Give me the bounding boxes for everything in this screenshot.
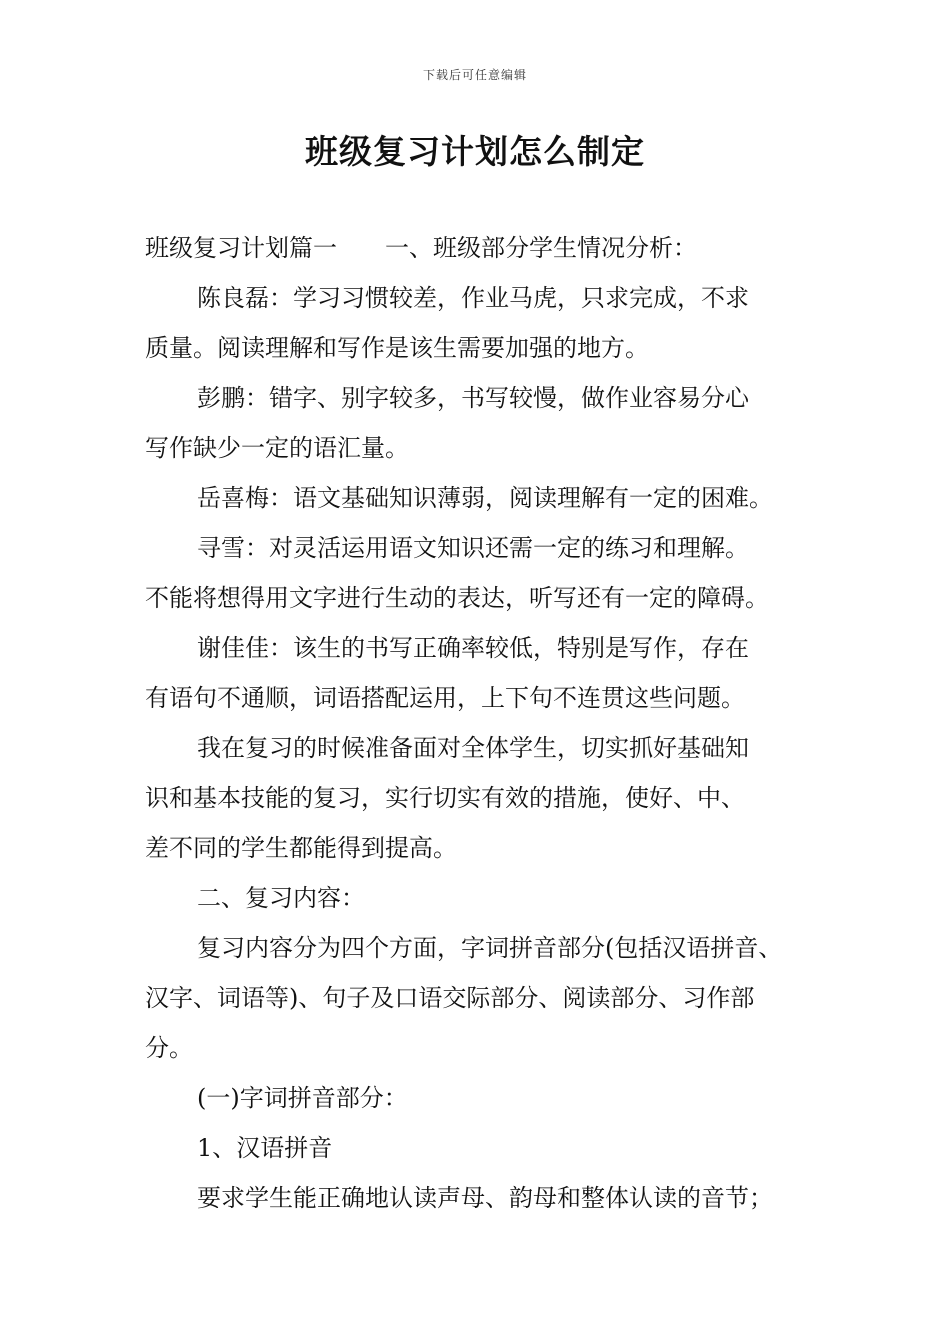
text-line: 要求学生能正确地认读声母、韵母和整体认读的音节； bbox=[197, 1184, 773, 1212]
document-title: 班级复习计划怎么制定 bbox=[305, 132, 645, 171]
text-line: 识和基本技能的复习，实行切实有效的措施，使好、中、 bbox=[145, 784, 745, 812]
text-line: 复习内容分为四个方面，字词拼音部分(包括汉语拼音、 bbox=[197, 934, 783, 962]
text-line: 有语句不通顺，词语搭配运用，上下句不连贯这些问题。 bbox=[145, 684, 745, 712]
header-note: 下载后可任意编辑 bbox=[422, 68, 527, 82]
text-line: 汉字、词语等)、句子及口语交际部分、阅读部分、习作部 bbox=[145, 984, 755, 1012]
text-line: 差不同的学生都能得到提高。 bbox=[145, 834, 457, 862]
text-line: 寻雪：对灵活运用语文知识还需一定的练习和理解。 bbox=[197, 534, 749, 562]
text-line: 班级复习计划篇一 一、班级部分学生情况分析： bbox=[145, 234, 697, 262]
text-line: (一)字词拼音部分： bbox=[197, 1084, 408, 1112]
text-line: 1、汉语拼音 bbox=[197, 1134, 333, 1162]
text-line: 谢佳佳：该生的书写正确率较低，特别是写作，存在 bbox=[197, 634, 749, 662]
text-line: 写作缺少一定的语汇量。 bbox=[145, 434, 409, 462]
text-line: 质量。阅读理解和写作是该生需要加强的地方。 bbox=[145, 334, 649, 362]
document-body bbox=[145, 223, 825, 1223]
text-line: 彭鹏：错字、别字较多，书写较慢，做作业容易分心 bbox=[197, 384, 749, 412]
text-line: 岳喜梅：语文基础知识薄弱，阅读理解有一定的困难。 bbox=[197, 484, 773, 512]
text-line: 陈良磊：学习习惯较差，作业马虎，只求完成，不求 bbox=[197, 284, 749, 312]
text-line: 不能将想得用文字进行生动的表达，听写还有一定的障碍。 bbox=[145, 584, 769, 612]
text-line: 我在复习的时候准备面对全体学生，切实抓好基础知 bbox=[197, 734, 749, 762]
text-line: 二、复习内容： bbox=[197, 884, 365, 912]
text-line: 分。 bbox=[145, 1034, 193, 1062]
